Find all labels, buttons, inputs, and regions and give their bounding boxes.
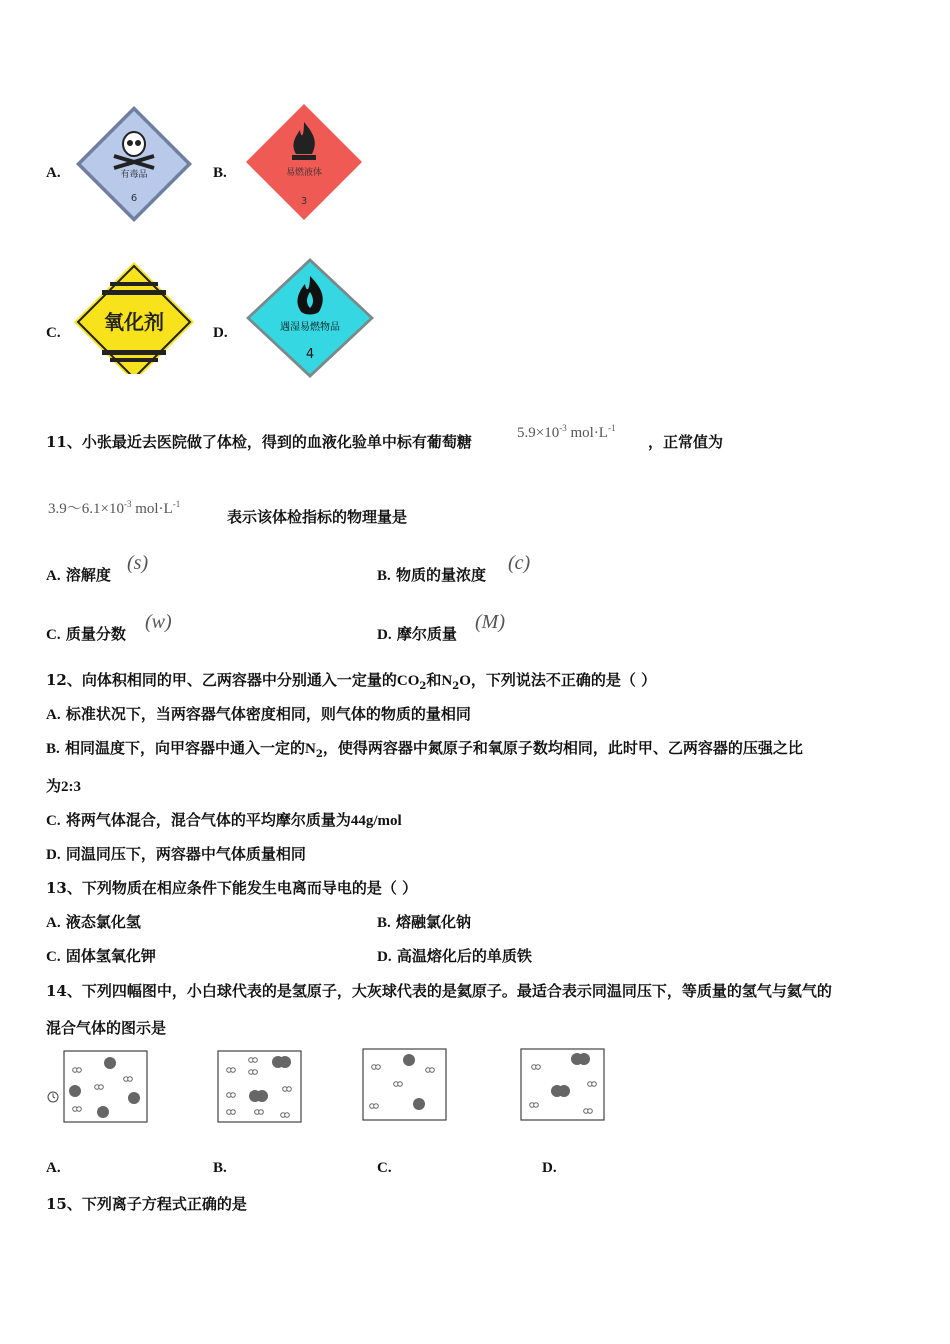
helium-atom <box>104 1057 116 1069</box>
sign-label: 有毒品 <box>120 170 148 180</box>
symbol: (M) <box>475 611 505 633</box>
question-stem-end: 表示该体检指标的物理量是 <box>227 508 408 526</box>
helium-atom <box>69 1085 81 1097</box>
sign-number: 4 <box>305 347 315 362</box>
glucose-value: $5.9\times 10^{-3}$ $mol\cdot L^{-1}$ <box>517 423 616 441</box>
symbol: (c) <box>508 552 531 574</box>
molecule-diagram-d <box>520 1048 606 1122</box>
option-c: C. 将两气体混合，混合气体的平均摩尔质量为44g/mol <box>46 811 402 829</box>
helium-atom <box>97 1106 109 1118</box>
toxic-hazard-sign <box>74 104 194 224</box>
option-d: D. 同温同压下，两容器中气体质量相同 <box>46 845 306 863</box>
water-reactive-sign <box>244 258 376 378</box>
helium-atom <box>128 1092 140 1104</box>
question-stem: 12、向体积相同的甲、乙两容器中分别通入一定量的$CO_2$和$N_2O$，下列说法不正确的是（ ） <box>46 671 657 692</box>
question-stem-cont: ，正常值为 <box>648 433 724 451</box>
molecule-diagram-b <box>217 1050 303 1124</box>
question-stem: 15、下列离子方程式正确的是 <box>46 1195 247 1213</box>
symbol: (s) <box>127 552 149 574</box>
normal-range: $3.9\sim 6.1\times 10^{-3}$ $mol\cdot L^{-1}$ <box>48 499 181 517</box>
molecule-diagram-c <box>362 1048 448 1122</box>
option-b: B. 熔融氯化钠 <box>377 913 472 931</box>
question-stem-cont: 混合气体的图示是 <box>46 1019 167 1037</box>
flammable-liquid-sign <box>244 102 364 222</box>
option-d: D. 高温熔化后的单质铁 <box>377 947 532 965</box>
option-a-label: A. <box>46 1160 61 1176</box>
option-letter: A. <box>46 165 61 181</box>
option-b: B. 相同温度下，向甲容器中通入一定的$N_2$，使得两容器中氮原子和氧原子数均相同，此时甲、乙两容器的压强之比 <box>46 739 803 760</box>
clock-icon <box>46 1090 60 1104</box>
option-d-label: D. <box>542 1160 557 1176</box>
question-stem: 14、下列四幅图中，小白球代表的是氢原子，大灰球代表的是氦原子。最适合表示同温同压下，等质量的氢气与氦气的 <box>46 982 832 1000</box>
sign-label: 遇湿易燃物品 <box>280 322 340 333</box>
option-c-label: C. <box>377 1160 392 1176</box>
option-c: C. 固体氢氧化钾 <box>46 947 156 965</box>
sign-number: 3 <box>300 196 308 207</box>
sign-label: 易燃液体 <box>285 168 323 178</box>
sign-number: 6 <box>130 193 138 204</box>
oxidizer-sign <box>74 262 194 374</box>
sign-label: 氧化剂 <box>104 310 164 334</box>
molecule-diagram-a <box>63 1050 149 1124</box>
question-stem: 13、下列物质在相应条件下能发生电离而导电的是（ ） <box>46 879 418 897</box>
question-stem: 11、小张最近去医院做了体检，得到的血液化验单中标有葡萄糖 <box>46 433 472 451</box>
option-b-label: B. <box>213 1160 227 1176</box>
option-letter: B. <box>213 165 227 181</box>
option-a: A. 液态氯化氢 <box>46 913 141 931</box>
option-letter: C. <box>46 325 61 341</box>
option-letter: D. <box>213 325 228 341</box>
option-b-cont: 为2:3 <box>46 777 82 795</box>
symbol: (w) <box>145 611 172 633</box>
option-a: A. 标准状况下，当两容器气体密度相同，则气体的物质的量相同 <box>46 705 471 723</box>
